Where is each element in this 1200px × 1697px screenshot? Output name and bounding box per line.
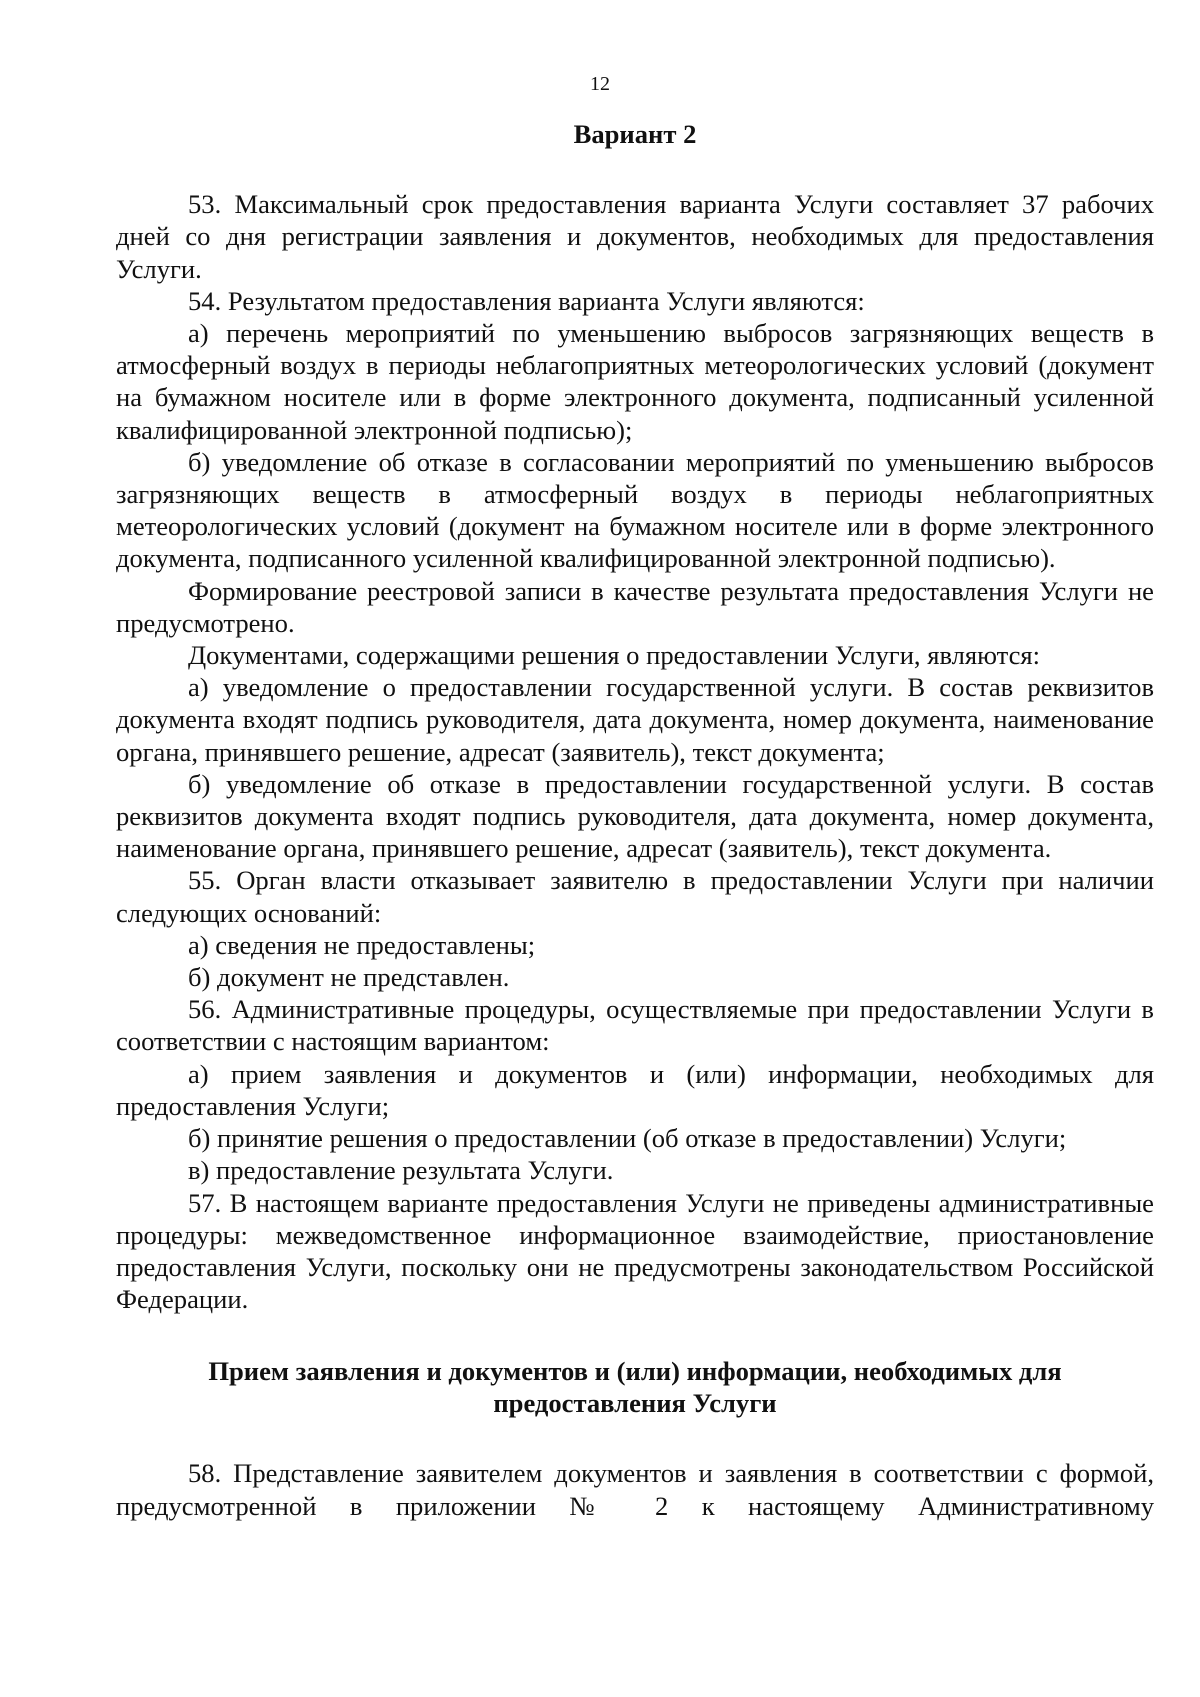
paragraph-54-b: б) уведомление об отказе в согласовании мероприятий по уменьшению выбросов загрязняющих веществ в атмосферный воздух в периоды неблагоприятных метеорологических условий (документ на бумажном носителе или в форме электронного документа, подписанного усиленной квалифицированной электронной подписью).	[116, 446, 1154, 574]
paragraph-registry-record: Формирование реестровой записи в качестве результата предоставления Услуги не предусмотрено.	[116, 575, 1154, 638]
paragraph-decision-a: а) уведомление о предоставлении государственной услуги. В состав реквизитов документа входят подпись руководителя, дата документа, номер документа, наименование органа, принявшего решение, адресат (заявитель), текст документа;	[116, 672, 1154, 767]
paragraph-57: 57. В настоящем варианте предоставления Услуги не приведены административные процедуры: межведомственное информационное взаимодействие, приостановление предоставления Услуги, поскольку они не предусмотрены законодательством Российской Федерации.	[116, 1187, 1154, 1315]
variant-heading: Вариант 2	[573, 119, 697, 149]
paragraph-decision-b: б) уведомление об отказе в предоставлении государственной услуги. В состав реквизитов документа входят подпись руководителя, дата документа, номер документа, наименование органа, принявшего решение, адресат (заявитель), текст документа.	[116, 768, 1154, 864]
paragraph-53: 53. Максимальный срок предоставления варианта Услуги составляет 37 рабочих дней со дня регистрации заявления и документов, необходимых для предоставления Услуги.	[116, 189, 1154, 284]
paragraph-55-a: а) сведения не предоставлены;	[188, 929, 536, 960]
paragraph-58: 58. Представление заявителем документов и заявления в соответствии с формой, предусмотренной в приложении № 2 к настоящему Административному	[116, 1458, 1154, 1521]
paragraph-56-a: а) прием заявления и документов и (или) информации, необходимых для предоставления Услуги;	[116, 1058, 1154, 1121]
paragraph-54-a: а) перечень мероприятий по уменьшению выбросов загрязняющих веществ в атмосферный воздух в периоды неблагоприятных метеорологических условий (документ на бумажном носителе или в форме электронного документа, подписанный усиленной квалифицированной электронной подписью);	[116, 318, 1154, 445]
paragraph-55-b: б) документ не представлен.	[188, 962, 510, 993]
paragraph-decision-documents: Документами, содержащими решения о предоставлении Услуги, являются:	[188, 640, 1041, 671]
paragraph-55: 55. Орган власти отказывает заявителю в предоставлении Услуги при наличии следующих оснований:	[116, 865, 1154, 928]
paragraph-56: 56. Административные процедуры, осуществляемые при предоставлении Услуги в соответствии с настоящим вариантом:	[116, 994, 1154, 1057]
section-heading	[116, 1355, 1154, 1419]
paragraph-54: 54. Результатом предоставления варианта Услуги являются:	[188, 285, 865, 316]
section-heading-line-1: Прием заявления и документов и (или) информации, необходимых для	[208, 1356, 1062, 1387]
section-heading-line-2: предоставления Услуги	[493, 1388, 777, 1419]
page-number: 12	[590, 73, 610, 95]
paragraph-56-b: б) принятие решения о предоставлении (об отказе в предоставлении) Услуги;	[188, 1123, 1067, 1154]
paragraph-56-c: в) предоставление результата Услуги.	[188, 1155, 614, 1186]
document-body	[116, 118, 1154, 1522]
